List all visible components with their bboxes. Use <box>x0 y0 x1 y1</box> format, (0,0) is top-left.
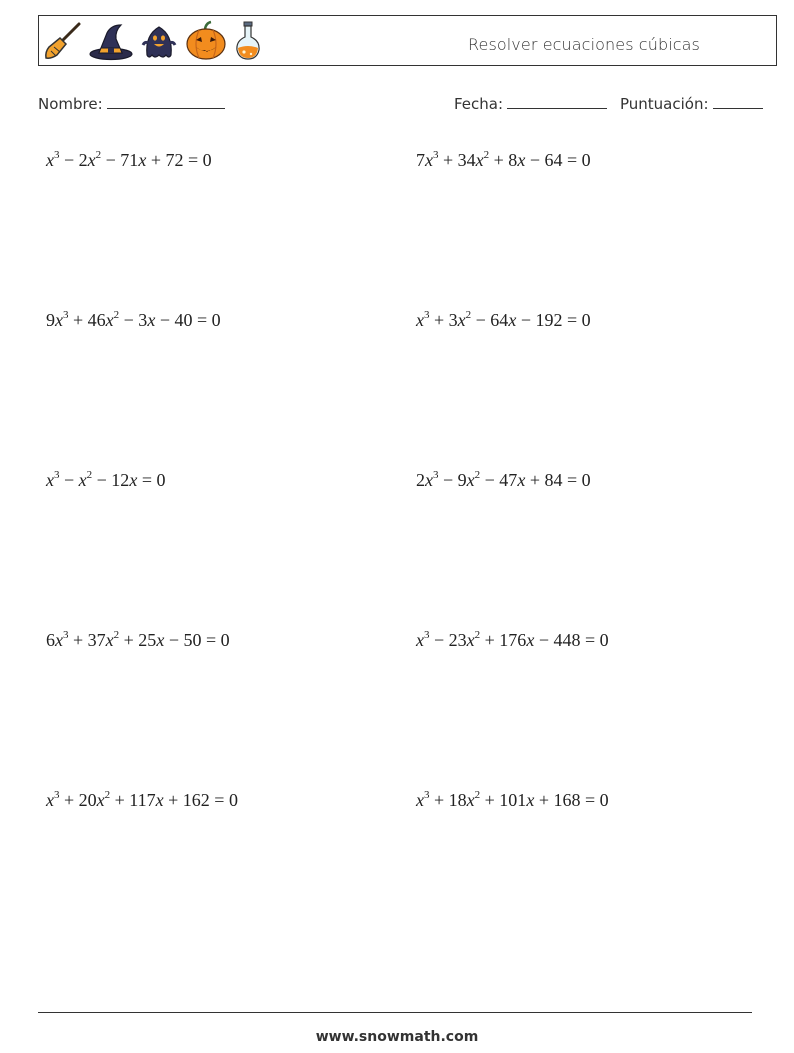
footer-website: www.snowmath.com <box>315 1029 479 1045</box>
problem-6: $2x^3 - 9x^2 - 47x + 84 = 0$ <box>416 469 591 490</box>
name-blank[interactable] <box>107 94 225 109</box>
date-blank[interactable] <box>507 94 607 109</box>
problem-8: $x^3 - 23x^2 + 176x - 448 = 0$ <box>416 629 609 650</box>
potion-icon <box>233 20 263 62</box>
score-label: Puntuación: <box>620 95 709 113</box>
problem-3: $9x^3 + 46x^2 - 3x - 40 = 0$ <box>46 309 221 330</box>
broom-icon <box>43 21 83 61</box>
date-field <box>454 94 607 113</box>
footer-divider <box>38 1012 752 1013</box>
problem-7: $6x^3 + 37x^2 + 25x - 50 = 0$ <box>46 629 230 650</box>
problem-5: $x^3 - x^2 - 12x = 0$ <box>46 469 166 490</box>
problem-1: $x^3 - 2x^2 - 71x + 72 = 0$ <box>46 149 212 170</box>
ghost-icon <box>139 21 179 61</box>
problem-10: $x^3 + 18x^2 + 101x + 168 = 0$ <box>416 789 609 810</box>
decorative-icons <box>43 19 269 63</box>
score-blank[interactable] <box>713 94 763 109</box>
score-field <box>620 94 763 113</box>
name-field <box>38 94 225 113</box>
name-label: Nombre: <box>38 95 103 113</box>
pumpkin-icon <box>185 20 227 62</box>
witch-hat-icon <box>89 21 133 61</box>
worksheet-header <box>38 15 777 66</box>
problem-9: $x^3 + 20x^2 + 117x + 162 = 0$ <box>46 789 238 810</box>
date-label: Fecha: <box>454 95 504 113</box>
problem-4: $x^3 + 3x^2 - 64x - 192 = 0$ <box>416 309 591 330</box>
problem-2: $7x^3 + 34x^2 + 8x - 64 = 0$ <box>416 149 591 170</box>
worksheet-title: Resolver ecuaciones cúbicas <box>468 35 700 54</box>
